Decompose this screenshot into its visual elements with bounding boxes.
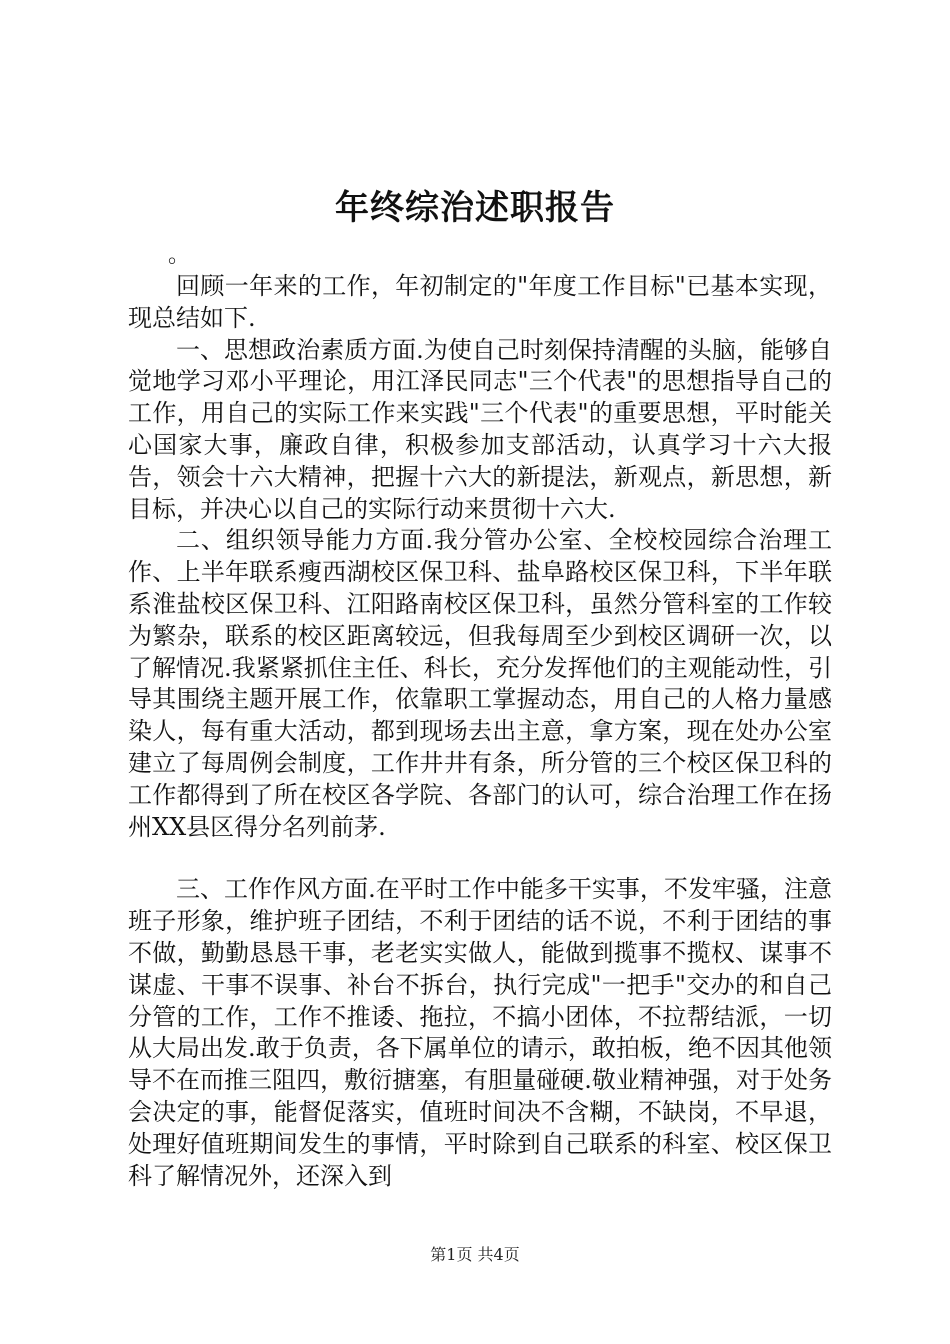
paragraph-work-style: 三、工作作风方面.在平时工作中能多干实事，不发牢骚，注意班子形象，维护班子团结，不利于团结的话不说，不利于团结的事不做，勤勤恳恳干事，老老实实做人，能做到揽事不揽权、谋事不谋虚、干事不误事、补台不拆台，执行完成"一把手"交办的和自己分管的工作，工作不推诿、拖拉，不搞小团体，不拉帮结派，一切从大局出发.敢于负责，各下属单位的请示，敢拍板，绝不因其他领导不在而推三阻四，敷衍搪塞，有胆量碰硬.敬业精神强，对于处务会决定的事，能督促落实，值班时间决不含糊，不缺岗，不早退，处理好值班期间发生的事情，平时除到自己联系的科室、校区保卫科了解情况外，还深入到 [128,875,832,1190]
paragraph-leadership: 二、组织领导能力方面.我分管办公室、全校校园综合治理工作、上半年联系瘦西湖校区保卫科、盐阜路校区保卫科，下半年联系淮盐校区保卫科、江阳路南校区保卫科，虽然分管科室的工作较为繁杂，联系的校区距离较远，但我每周至少到校区调研一次，以了解情况.我紧紧抓住主任、科长，充分发挥他们的主观能动性，引导其围绕主题开展工作，依靠职工掌握动态，用自己的人格力量感染人，每有重大活动，都到现场去出主意，拿方案，现在处办公室建立了每周例会制度，工作井井有条，所分管的三个校区保卫科的工作都得到了所在校区各学院、各部门的认可，综合治理工作在扬州XX县区得分名列前茅. [128,526,832,841]
lead-mark: 。 [168,243,191,268]
page-number: 第1页 共4页 [430,1245,520,1264]
paragraph-summary: 回顾一年来的工作，年初制定的"年度工作目标"已基本实现，现总结如下. [128,272,832,332]
paragraph-political-quality: 一、思想政治素质方面.为使自己时刻保持清醒的头脑，能够自觉地学习邓小平理论，用江泽民同志"三个代表"的思想指导自己的工作，用自己的实际工作来实践"三个代表"的重要思想，平时能关心国家大事，廉政自律，积极参加支部活动，认真学习十六大报告，领会十六大精神，把握十六大的新提法，新观点，新思想，新目标，并决心以自己的实际行动来贯彻十六大. [128,335,832,523]
document-title: 年终综治述职报告 [335,188,615,228]
document-body [128,240,832,1192]
